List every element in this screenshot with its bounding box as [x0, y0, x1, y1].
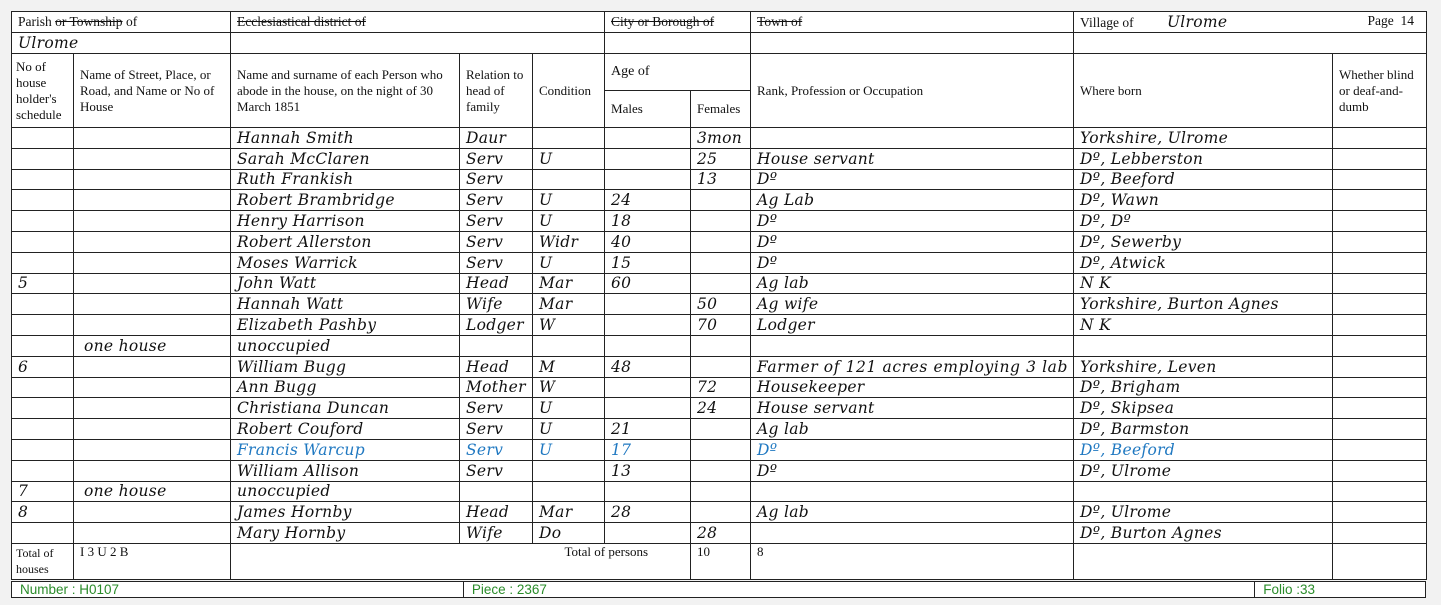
- row-name: Ann Bugg: [231, 377, 460, 398]
- row-where-born: Dº, Beeford: [1074, 439, 1333, 460]
- row-where-born: Dº, Atwick: [1074, 252, 1333, 273]
- row-male: 15: [605, 252, 691, 273]
- parish-label-cell: [12, 12, 231, 33]
- row-female: [691, 211, 751, 232]
- row-male: 60: [605, 273, 691, 294]
- row-name: Elizabeth Pashby: [231, 315, 460, 336]
- village-label: Village of: [1080, 15, 1134, 30]
- city-cell: [605, 12, 751, 33]
- row-name: Sarah McClaren: [231, 148, 460, 169]
- row-occupation: [751, 523, 1074, 544]
- row-street: [74, 231, 231, 252]
- row-where-born: Dº, Skipsea: [1074, 398, 1333, 419]
- row-street: [74, 252, 231, 273]
- col-blind: Whether blind or deaf-and-dumb: [1333, 54, 1427, 128]
- row-male: [605, 335, 691, 356]
- row-male: [605, 128, 691, 149]
- row-condition: [533, 460, 605, 481]
- row-female: 50: [691, 294, 751, 315]
- total-houses-value: I 3 U 2 B: [74, 543, 231, 579]
- parish-label: Parish: [18, 14, 52, 29]
- row-street: [74, 460, 231, 481]
- table-row: [12, 481, 1427, 502]
- row-relation: Serv: [460, 252, 533, 273]
- row-where-born: [1074, 335, 1333, 356]
- row-street: [74, 502, 231, 523]
- row-condition: W: [533, 315, 605, 336]
- row-female: [691, 190, 751, 211]
- row-female: [691, 335, 751, 356]
- row-female: [691, 439, 751, 460]
- row-street: [74, 377, 231, 398]
- row-blind: [1333, 335, 1427, 356]
- col-females: Females: [691, 91, 751, 128]
- row-female: 72: [691, 377, 751, 398]
- row-street: [74, 523, 231, 544]
- row-male: 18: [605, 211, 691, 232]
- row-where-born: Dº, Ulrome: [1074, 502, 1333, 523]
- row-blind: [1333, 231, 1427, 252]
- row-name: Mary Hornby: [231, 523, 460, 544]
- row-where-born: N K: [1074, 315, 1333, 336]
- row-female: 24: [691, 398, 751, 419]
- row-name: Robert Brambridge: [231, 190, 460, 211]
- row-name: Hannah Watt: [231, 294, 460, 315]
- row-male: 40: [605, 231, 691, 252]
- table-row: [12, 315, 1427, 336]
- row-street: [74, 148, 231, 169]
- row-street: [74, 398, 231, 419]
- row-relation: Serv: [460, 398, 533, 419]
- table-row: [12, 190, 1427, 211]
- row-schedule: [12, 523, 74, 544]
- row-where-born: Dº, Sewerby: [1074, 231, 1333, 252]
- table-row: [12, 231, 1427, 252]
- row-condition: U: [533, 190, 605, 211]
- row-male: [605, 523, 691, 544]
- row-schedule: 7: [12, 481, 74, 502]
- row-female: [691, 231, 751, 252]
- row-street: [74, 294, 231, 315]
- row-male: 28: [605, 502, 691, 523]
- row-relation: Daur: [460, 128, 533, 149]
- table-row: [12, 335, 1427, 356]
- row-schedule: 6: [12, 356, 74, 377]
- row-street: [74, 315, 231, 336]
- row-street: [74, 190, 231, 211]
- row-blind: [1333, 481, 1427, 502]
- row-schedule: 5: [12, 273, 74, 294]
- row-male: 13: [605, 460, 691, 481]
- table-row: [12, 211, 1427, 232]
- row-street: [74, 419, 231, 440]
- row-condition: Mar: [533, 294, 605, 315]
- row-occupation: [751, 128, 1074, 149]
- row-relation: Serv: [460, 460, 533, 481]
- row-relation: [460, 481, 533, 502]
- ecclesiastical-cell: [231, 12, 605, 33]
- col-males: Males: [605, 91, 691, 128]
- row-blind: [1333, 148, 1427, 169]
- table-row: [12, 169, 1427, 190]
- col-street: Name of Street, Place, or Road, and Name or No of House: [74, 54, 231, 128]
- row-relation: Wife: [460, 523, 533, 544]
- row-name: Robert Allerston: [231, 231, 460, 252]
- row-male: 21: [605, 419, 691, 440]
- row-occupation: Ag lab: [751, 502, 1074, 523]
- row-condition: Mar: [533, 502, 605, 523]
- row-where-born: Dº, Dº: [1074, 211, 1333, 232]
- row-male: 24: [605, 190, 691, 211]
- row-relation: Lodger: [460, 315, 533, 336]
- row-blind: [1333, 460, 1427, 481]
- row-blind: [1333, 294, 1427, 315]
- row-condition: [533, 128, 605, 149]
- row-street: [74, 169, 231, 190]
- row-schedule: 8: [12, 502, 74, 523]
- row-schedule: [12, 439, 74, 460]
- row-occupation: Dº: [751, 460, 1074, 481]
- row-name: unoccupied: [231, 335, 460, 356]
- row-female: 13: [691, 169, 751, 190]
- row-condition: U: [533, 419, 605, 440]
- row-blind: [1333, 439, 1427, 460]
- ecclesiastical-label: Ecclesiastical district of: [237, 14, 366, 29]
- total-blank: [231, 543, 460, 579]
- ecclesiastical-value: [231, 33, 605, 54]
- row-occupation: House servant: [751, 398, 1074, 419]
- census-rows: [12, 128, 1427, 544]
- row-schedule: [12, 231, 74, 252]
- table-row: [12, 398, 1427, 419]
- village-cell: [1074, 12, 1427, 33]
- row-blind: [1333, 190, 1427, 211]
- town-label: Town of: [757, 14, 803, 29]
- row-condition: Widr: [533, 231, 605, 252]
- row-condition: U: [533, 398, 605, 419]
- row-street: one house: [74, 481, 231, 502]
- col-where-born: Where born: [1074, 54, 1333, 128]
- village-value: Ulrome: [1166, 13, 1228, 31]
- table-row: [12, 252, 1427, 273]
- row-schedule: [12, 169, 74, 190]
- parish-of: of: [125, 14, 138, 29]
- col-relation: Relation to head of family: [460, 54, 533, 128]
- row-male: [605, 169, 691, 190]
- row-occupation: Dº: [751, 169, 1074, 190]
- row-relation: Serv: [460, 190, 533, 211]
- row-condition: U: [533, 211, 605, 232]
- row-schedule: [12, 252, 74, 273]
- total-born-blank: [1333, 543, 1427, 579]
- row-schedule: [12, 335, 74, 356]
- table-row: [12, 523, 1427, 544]
- row-street: [74, 439, 231, 460]
- row-condition: Mar: [533, 273, 605, 294]
- col-condition: Condition: [533, 54, 605, 128]
- row-schedule: [12, 315, 74, 336]
- total-houses-label: Total of houses: [12, 543, 74, 579]
- row-relation: Head: [460, 502, 533, 523]
- table-row: [12, 294, 1427, 315]
- row-name: Ruth Frankish: [231, 169, 460, 190]
- row-name: William Bugg: [231, 356, 460, 377]
- row-male: 17: [605, 439, 691, 460]
- col-occupation: Rank, Profession or Occupation: [751, 54, 1074, 128]
- row-female: 70: [691, 315, 751, 336]
- row-female: [691, 273, 751, 294]
- township-struck: or Township: [55, 14, 123, 29]
- row-schedule: [12, 294, 74, 315]
- table-row: [12, 356, 1427, 377]
- row-occupation: [751, 335, 1074, 356]
- row-female: 28: [691, 523, 751, 544]
- row-relation: Serv: [460, 231, 533, 252]
- row-name: Robert Couford: [231, 419, 460, 440]
- row-where-born: Dº, Burton Agnes: [1074, 523, 1333, 544]
- row-female: 25: [691, 148, 751, 169]
- row-blind: [1333, 398, 1427, 419]
- reference-footer: [11, 581, 1426, 598]
- census-table: [11, 11, 1427, 580]
- row-blind: [1333, 502, 1427, 523]
- row-condition: [533, 481, 605, 502]
- row-relation: Wife: [460, 294, 533, 315]
- row-street: [74, 356, 231, 377]
- row-where-born: Dº, Lebberston: [1074, 148, 1333, 169]
- reference-piece: Piece : 2367: [463, 582, 1254, 598]
- city-label: City or Borough of: [611, 14, 715, 29]
- row-condition: Do: [533, 523, 605, 544]
- row-female: [691, 502, 751, 523]
- row-name: Henry Harrison: [231, 211, 460, 232]
- row-female: [691, 419, 751, 440]
- row-name: Hannah Smith: [231, 128, 460, 149]
- row-name: Moses Warrick: [231, 252, 460, 273]
- row-male: [605, 315, 691, 336]
- row-female: 3mon: [691, 128, 751, 149]
- row-occupation: Ag lab: [751, 273, 1074, 294]
- row-blind: [1333, 315, 1427, 336]
- row-condition: W: [533, 377, 605, 398]
- row-occupation: House servant: [751, 148, 1074, 169]
- page-number: Page 14: [1367, 13, 1415, 28]
- total-persons-label: Total of persons: [460, 543, 691, 579]
- row-condition: [533, 169, 605, 190]
- row-occupation: Lodger: [751, 315, 1074, 336]
- col-age-of: Age of: [605, 54, 751, 91]
- row-relation: Serv: [460, 419, 533, 440]
- row-relation: Serv: [460, 148, 533, 169]
- row-name: unoccupied: [231, 481, 460, 502]
- row-relation: Head: [460, 356, 533, 377]
- row-blind: [1333, 273, 1427, 294]
- city-value: [605, 33, 751, 54]
- row-occupation: Farmer of 121 acres employing 3 lab: [751, 356, 1074, 377]
- row-condition: [533, 335, 605, 356]
- row-male: [605, 481, 691, 502]
- row-street: [74, 128, 231, 149]
- row-relation: Serv: [460, 439, 533, 460]
- total-occupation-blank: [1074, 543, 1333, 579]
- row-schedule: [12, 190, 74, 211]
- row-where-born: Dº, Wawn: [1074, 190, 1333, 211]
- row-condition: U: [533, 439, 605, 460]
- row-schedule: [12, 377, 74, 398]
- row-street: one house: [74, 335, 231, 356]
- row-condition: U: [533, 148, 605, 169]
- row-schedule: [12, 128, 74, 149]
- row-street: [74, 273, 231, 294]
- row-blind: [1333, 169, 1427, 190]
- row-occupation: Dº: [751, 439, 1074, 460]
- row-female: [691, 252, 751, 273]
- row-schedule: [12, 148, 74, 169]
- row-name: Christiana Duncan: [231, 398, 460, 419]
- reference-number: Number : H0107: [12, 582, 464, 598]
- row-condition: U: [533, 252, 605, 273]
- row-where-born: Dº, Brigham: [1074, 377, 1333, 398]
- row-schedule: [12, 460, 74, 481]
- row-name: John Watt: [231, 273, 460, 294]
- row-schedule: [12, 419, 74, 440]
- row-occupation: Ag wife: [751, 294, 1074, 315]
- reference-folio: Folio :33: [1255, 582, 1426, 598]
- village-value-cell: [1074, 33, 1427, 54]
- row-occupation: Dº: [751, 211, 1074, 232]
- row-where-born: Yorkshire, Ulrome: [1074, 128, 1333, 149]
- row-where-born: Yorkshire, Burton Agnes: [1074, 294, 1333, 315]
- row-name: James Hornby: [231, 502, 460, 523]
- row-street: [74, 211, 231, 232]
- row-occupation: Dº: [751, 231, 1074, 252]
- col-schedule: No of house holder's schedule: [12, 54, 74, 128]
- row-where-born: N K: [1074, 273, 1333, 294]
- table-row: [12, 460, 1427, 481]
- row-blind: [1333, 356, 1427, 377]
- row-name: Francis Warcup: [231, 439, 460, 460]
- total-males: 10: [691, 543, 751, 579]
- row-blind: [1333, 377, 1427, 398]
- table-row: [12, 439, 1427, 460]
- total-females: 8: [751, 543, 1074, 579]
- row-female: [691, 460, 751, 481]
- row-where-born: [1074, 481, 1333, 502]
- row-occupation: [751, 481, 1074, 502]
- col-name: Name and surname of each Person who abode in the house, on the night of 30 March 1851: [231, 54, 460, 128]
- parish-value: Ulrome: [12, 33, 231, 54]
- row-blind: [1333, 211, 1427, 232]
- row-blind: [1333, 523, 1427, 544]
- table-row: [12, 377, 1427, 398]
- table-row: [12, 502, 1427, 523]
- row-where-born: Dº, Beeford: [1074, 169, 1333, 190]
- table-row: [12, 128, 1427, 149]
- row-female: [691, 481, 751, 502]
- row-schedule: [12, 211, 74, 232]
- row-occupation: Housekeeper: [751, 377, 1074, 398]
- row-name: William Allison: [231, 460, 460, 481]
- row-schedule: [12, 398, 74, 419]
- row-female: [691, 356, 751, 377]
- town-cell: [751, 12, 1074, 33]
- row-relation: Serv: [460, 211, 533, 232]
- town-value: [751, 33, 1074, 54]
- row-condition: M: [533, 356, 605, 377]
- row-male: [605, 294, 691, 315]
- row-where-born: Dº, Barmston: [1074, 419, 1333, 440]
- row-occupation: Dº: [751, 252, 1074, 273]
- row-male: [605, 377, 691, 398]
- row-blind: [1333, 252, 1427, 273]
- row-where-born: Yorkshire, Leven: [1074, 356, 1333, 377]
- row-relation: Serv: [460, 169, 533, 190]
- table-row: [12, 148, 1427, 169]
- table-row: [12, 419, 1427, 440]
- row-relation: [460, 335, 533, 356]
- row-blind: [1333, 128, 1427, 149]
- row-male: [605, 148, 691, 169]
- row-male: [605, 398, 691, 419]
- row-occupation: Ag lab: [751, 419, 1074, 440]
- table-row: [12, 273, 1427, 294]
- row-relation: Mother: [460, 377, 533, 398]
- row-male: 48: [605, 356, 691, 377]
- row-relation: Head: [460, 273, 533, 294]
- row-occupation: Ag Lab: [751, 190, 1074, 211]
- row-where-born: Dº, Ulrome: [1074, 460, 1333, 481]
- row-blind: [1333, 419, 1427, 440]
